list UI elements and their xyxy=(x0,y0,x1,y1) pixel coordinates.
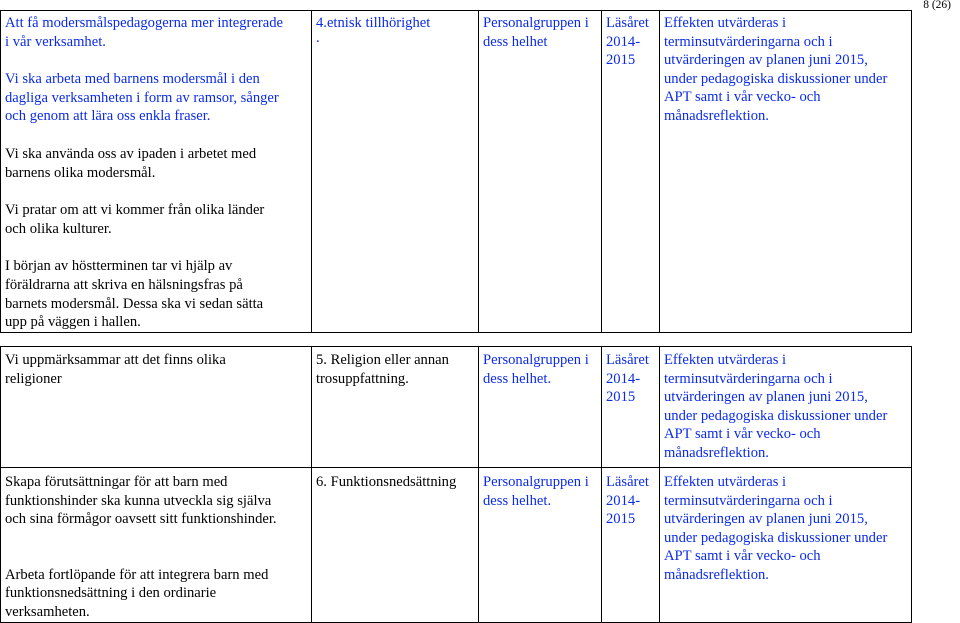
period-text: Läsåret 2014- 2015 xyxy=(606,352,649,406)
evaluation-text: Effekten utvärderas i terminsutvärderingarna och i utvärderingen av planen juni 2015, under pedagogiska diskussioner under APT samt i vår vecko- och månadsreflektion. xyxy=(664,352,888,461)
period-text: Läsåret 2014- 2015 xyxy=(606,15,649,69)
discrimination-ground: 4.etnisk tillhörighet xyxy=(316,15,431,31)
period-text: Läsåret 2014- 2015 xyxy=(606,474,649,528)
goal-text: Att få modersmålspedagogerna mer integrerade i vår verksamhet. xyxy=(5,15,283,50)
dot-mark: . xyxy=(316,29,320,46)
goal-text: Vi ska använda oss av ipaden i arbetet med barnens olika modersmål. xyxy=(5,145,257,181)
period-cell xyxy=(602,11,660,333)
responsible-cell xyxy=(479,468,602,623)
page-number: 8 (26) xyxy=(923,0,951,11)
responsible-cell xyxy=(479,11,602,333)
goal-text: Skapa förutsättningar för att barn med funktionshinder ska kunna utveckla sig själva och sina förmågor oavsett sitt funktionshinder. xyxy=(5,474,277,528)
period-cell xyxy=(602,468,660,623)
goal-text: Vi uppmärksammar att det finns olika religioner xyxy=(5,352,226,387)
evaluation-cell xyxy=(660,347,912,468)
discrimination-ground: 5. Religion eller annan trosuppfattning. xyxy=(316,352,449,387)
goal-text: Arbeta fortlöpande för att integrera barn med funktionsnedsättning i den ordinarie verksamheten. xyxy=(5,566,269,620)
goal-text: Vi ska arbeta med barnens modersmål i den dagliga verksamheten i form av ramsor, sånger och genom att lära oss enkla fraser. xyxy=(5,71,279,125)
discrimination-ground: 6. Funktionsnedsättning xyxy=(316,474,457,490)
goals-cell xyxy=(1,347,312,468)
goals-cell xyxy=(1,11,312,333)
plan-table-religion-disability xyxy=(0,346,912,623)
ground-cell xyxy=(312,468,479,623)
responsible-text: Personalgruppen i dess helhet. xyxy=(483,352,589,387)
evaluation-cell xyxy=(660,11,912,333)
evaluation-cell xyxy=(660,468,912,623)
evaluation-text: Effekten utvärderas i terminsutvärderingarna och i utvärderingen av planen juni 2015, under pedagogiska diskussioner under APT samt i vår vecko- och månadsreflektion. xyxy=(664,474,888,583)
responsible-text: Personalgruppen i dess helhet. xyxy=(483,474,589,509)
responsible-text: Personalgruppen i dess helhet xyxy=(483,15,589,50)
ground-cell xyxy=(312,11,479,333)
goal-text: I början av höstterminen tar vi hjälp av föräldrarna att skriva en hälsningsfras på barnets modersmål. Dessa ska vi sedan sätta upp på väggen i hallen. xyxy=(5,258,264,331)
plan-table-ethnicity xyxy=(0,10,912,333)
responsible-cell xyxy=(479,347,602,468)
ground-cell xyxy=(312,347,479,468)
evaluation-text: Effekten utvärderas i terminsutvärderingarna och i utvärderingen av planen juni 2015, under pedagogiska diskussioner under APT samt i vår vecko- och månadsreflektion. xyxy=(664,15,888,124)
period-cell xyxy=(602,347,660,468)
goal-text: Vi pratar om att vi kommer från olika länder och olika kulturer. xyxy=(5,202,265,237)
goals-cell xyxy=(1,468,312,623)
